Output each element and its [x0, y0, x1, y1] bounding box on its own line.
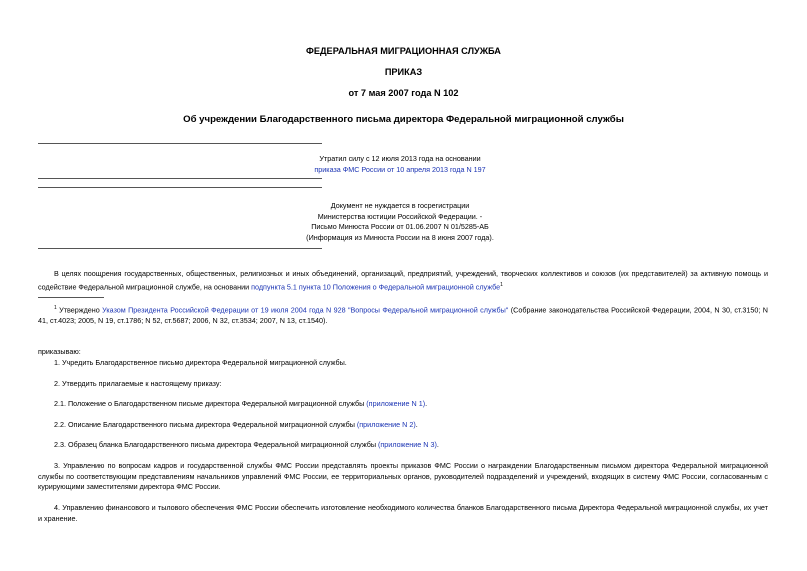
order-item-text: 2.1. Положение о Благодарственном письме директора Федеральной миграционной службы [54, 399, 367, 408]
expired-note [250, 154, 550, 175]
order-item-2-3: 2.3. Образец бланка Благодарственного письма директора Федеральной миграционной службы (приложение N 3). [54, 440, 439, 449]
order-item-2: 2. Утвердить прилагаемые к настоящему приказу: [54, 379, 222, 388]
registration-line: (Информация из Минюста России на 8 июня 2007 года). [306, 232, 494, 242]
orders-word: приказываю: [38, 347, 81, 356]
preamble-paragraph [38, 269, 768, 292]
order-item-2-1: 2.1. Положение о Благодарственном письме директора Федеральной миграционной службы (приложение N 1). [54, 399, 428, 408]
appendix-3-link[interactable]: (приложение N 3) [378, 440, 437, 449]
registration-line: Министерства юстиции Российской Федерации. - [317, 211, 483, 221]
expired-order-link[interactable]: приказа ФМС России от 10 апреля 2013 года N 197 [314, 164, 486, 174]
doc-type: ПРИКАЗ [384, 67, 423, 77]
presidential-decree-link[interactable]: Указом Президента Российской Федерации от 19 июля 2004 года N 928 "Вопросы Федеральной миграционной службы" [102, 305, 509, 315]
registration-line: Документ не нуждается в госрегистрации [330, 201, 470, 210]
footnote-divider [38, 297, 104, 298]
footnote-paragraph [38, 303, 768, 326]
order-item-3: 3. Управлению по вопросам кадров и государственной службы ФМС России представлять проекты приказов ФМС России о награждении Благодарственным письмом директора Федеральной миграционной службы по соответствующим представлениям начальников управлений ФМС России, ее территориальных органов, руководителей подразделений и учреждений, входящих в систему ФМС России, согласованным с курирующими заместителями директора ФМС России. [38, 461, 768, 491]
order-item-text: 2.2. Описание Благодарственного письма директора Федеральной миграционной службы [54, 420, 357, 429]
order-item-2-2: 2.2. Описание Благодарственного письма директора Федеральной миграционной службы (приложение N 2). [54, 420, 418, 429]
footnote-ref: 1 [500, 281, 503, 288]
agency-name: ФЕДЕРАЛЬНАЯ МИГРАЦИОННАЯ СЛУЖБА [306, 46, 501, 56]
footnote-mark: 1 [54, 305, 57, 311]
footnote-suffix: (Собрание законодательства Российской Федерации, 2004, N 30, ст.3150; N 41, ст.4023; 2005, N 19, ст.1786; N 52, ст.5687; 2006, N 32, ст.3534; 2007, N 13, ст.1540). [38, 305, 768, 325]
registration-note [250, 201, 550, 243]
regulation-link[interactable]: подпункта 5.1 пункта 10 Положения о Федеральной миграционной службе [251, 281, 501, 291]
appendix-1-link[interactable]: (приложение N 1) [366, 399, 426, 408]
doc-title: Об учреждении Благодарственного письма директора Федеральной миграционной службы [183, 114, 624, 125]
order-item-4: 4. Управлению финансового и тылового обеспечения ФМС России обеспечить изготовление необходимого количества бланков Благодарственного письма Директора Федеральной миграционной службы, их учет и хранение. [38, 503, 768, 523]
divider [38, 143, 322, 144]
divider [38, 178, 322, 179]
divider [38, 187, 322, 188]
footnote-prefix: Утверждено [59, 305, 103, 315]
order-item-text: 2.3. Образец бланка Благодарственного письма директора Федеральной миграционной службы [54, 440, 379, 449]
preamble-text: В целях поощрения государственных, общественных, религиозных и иных объединений, организаций, предприятий, учреждений, творческих коллективов и союзов (их представителей) за активную помощь и содействие Федеральной миграционной службе, на основании [38, 269, 768, 291]
registration-line: Письмо Минюста России от 01.06.2007 N 01/5285-АБ [311, 222, 489, 231]
order-item-1: 1. Учредить Благодарственное письмо директора Федеральной миграционной службы. [54, 358, 347, 367]
divider [38, 248, 322, 249]
expired-note-line: Утратил силу с 12 июля 2013 года на основании [319, 154, 481, 163]
doc-date-number: от 7 мая 2007 года N 102 [348, 88, 459, 98]
appendix-2-link[interactable]: (приложение N 2) [356, 420, 416, 429]
